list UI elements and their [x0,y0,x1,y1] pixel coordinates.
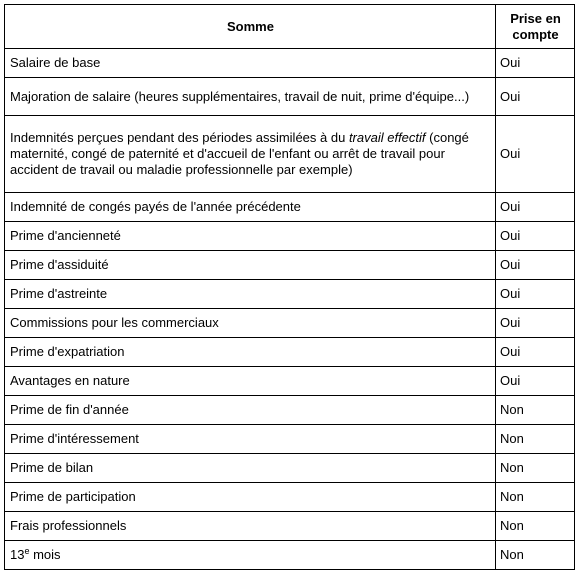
header-prise-en-compte: Prise en compte [496,5,575,49]
header-row [5,5,575,49]
item-cell: Majoration de salaire (heures supplémentaires, travail de nuit, prime d'équipe...) [5,78,496,116]
header-somme: Somme [5,5,496,49]
item-text-lead: Indemnités perçues pendant des périodes assimilées à du [10,130,349,145]
included-cell: Oui [496,309,575,338]
included-cell: Oui [496,116,575,193]
included-cell: Oui [496,78,575,116]
table-row [5,116,575,193]
included-cell: Oui [496,280,575,309]
table-row [5,251,575,280]
salary-items-table [4,4,575,570]
included-cell: Non [496,425,575,454]
item-cell: Prime de bilan [5,454,496,483]
table-row [5,367,575,396]
table-row [5,396,575,425]
item-cell [5,116,496,193]
table-row [5,541,575,570]
table-row [5,193,575,222]
table-row [5,454,575,483]
included-cell: Oui [496,193,575,222]
table-row [5,309,575,338]
table-row [5,280,575,309]
item-cell [5,541,496,570]
item-cell: Prime de participation [5,483,496,512]
included-cell: Oui [496,49,575,78]
item-text-emphasis: travail effectif [348,130,426,145]
included-cell: Non [496,396,575,425]
item-cell: Prime d'intéressement [5,425,496,454]
item-text-number: 13 [10,547,25,562]
included-cell: Oui [496,338,575,367]
item-cell: Salaire de base [5,49,496,78]
included-cell: Non [496,483,575,512]
table-row [5,49,575,78]
item-cell: Prime de fin d'année [5,396,496,425]
item-cell: Prime d'assiduité [5,251,496,280]
included-cell: Oui [496,222,575,251]
item-cell: Prime d'expatriation [5,338,496,367]
table-row [5,425,575,454]
item-text-tail: (congé maternité, congé de paternité et d'accueil de l'enfant ou arrêt de travail pour accident de travail ou maladie professionnelle par exemple) [10,130,469,177]
item-cell: Prime d'astreinte [5,280,496,309]
included-cell: Non [496,541,575,570]
item-text-superscript: e [24,546,30,556]
table-row [5,78,575,116]
item-cell: Commissions pour les commerciaux [5,309,496,338]
item-text-rest: mois [29,547,61,562]
included-cell: Oui [496,251,575,280]
table-row [5,483,575,512]
table-row [5,338,575,367]
item-cell: Indemnité de congés payés de l'année précédente [5,193,496,222]
included-cell: Non [496,512,575,541]
item-cell: Avantages en nature [5,367,496,396]
item-cell: Frais professionnels [5,512,496,541]
table-row [5,222,575,251]
item-cell: Prime d'ancienneté [5,222,496,251]
included-cell: Non [496,454,575,483]
included-cell: Oui [496,367,575,396]
table-row [5,512,575,541]
